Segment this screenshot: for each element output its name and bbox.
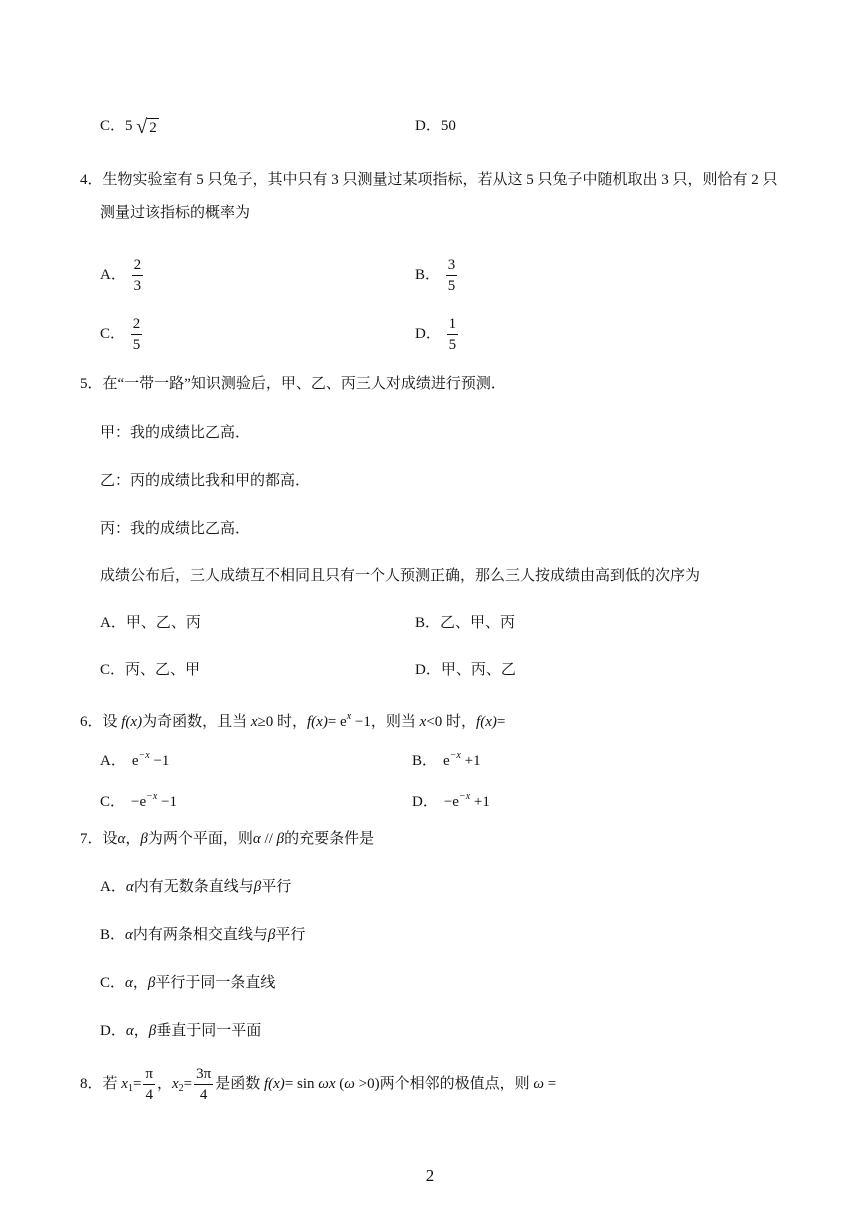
q5-statement-2: 乙：丙的成绩比我和甲的都高． [100,473,311,489]
fraction: $\frac{2}{5}$ [132,316,141,353]
q4-option-c: C． $\frac{2}{5}$ [100,316,141,353]
q6-option-c: C． $-e^{-x} -1$ [100,791,178,810]
q4-stem-line2: 测量过该指标的概率为 [100,205,251,221]
q4-option-b: B． $\frac{3}{5}$ [415,257,456,294]
q5-option-c: C．丙、乙、甲 [100,662,201,678]
q5-conclusion: 成绩公布后，三人成绩互不相同且只有一个人预测正确，那么三人按成绩由高到低的次序为 [100,568,701,584]
q5-option-d: D．甲、丙、乙 [415,662,516,678]
q3-option-d: D．50 [415,118,456,134]
sqrt-symbol: √ 2 [136,115,157,138]
q7-option-a: A．α内有无数条直线与β平行 [100,879,292,895]
q6-option-b: B． $e^{-x} +1$ [412,750,481,769]
fraction: $\frac{3\pi}{4}$ [196,1066,212,1104]
q6-option-a: A． $e^{-x} -1$ [100,750,170,769]
q7-stem: 7．设α，β为两个平面，则α // β的充要条件是 [80,831,375,847]
q5-option-a: A．甲、乙、丙 [100,615,201,631]
fraction: $\frac{\pi}{4}$ [145,1066,153,1104]
q8-stem: 8．若 $x_1=$ $\frac{\pi}{4}$ ，$x_2=$ $\frac{3\pi}{4}$ 是函数 f(x)= sin ωx (ω >0)两个相邻的极值点，则 ω = [80,1066,557,1104]
q7-option-d: D．α，β垂直于同一平面 [100,1023,262,1039]
q4-stem-line1: 4．生物实验室有 5 只兔子，其中只有 3 只测量过某项指标，若从这 5 只兔子中随机取出 3 只，则恰有 2 只 [80,172,778,188]
q5-stem: 5．在“一带一路”知识测验后，甲、乙、丙三人对成绩进行预测． [80,376,506,392]
fraction: $\frac{2}{3}$ [133,257,142,294]
q7-option-c: C．α，β平行于同一条直线 [100,975,276,991]
q5-statement-3: 丙：我的成绩比乙高． [100,521,251,537]
q7-option-b: B．α内有两条相交直线与β平行 [100,927,306,943]
q4-option-d: D． $\frac{1}{5}$ [415,316,457,353]
fraction: $\frac{3}{5}$ [447,257,456,294]
q6-stem: 6．设 f(x)为奇函数，且当 x≥0 时，$f(x)= e^x -1$，则当 x<0 时，f(x)= [80,711,506,730]
q4-option-a: A． $\frac{2}{3}$ [100,257,142,294]
q6-option-d: D． $-e^{-x} +1$ [412,791,490,810]
q3-option-c: C．5 √ 2 [100,115,157,138]
page-number: 2 [425,1166,435,1185]
q5-option-b: B．乙、甲、丙 [415,615,516,631]
q5-statement-1: 甲：我的成绩比乙高． [100,425,251,441]
fraction: $\frac{1}{5}$ [448,316,457,353]
